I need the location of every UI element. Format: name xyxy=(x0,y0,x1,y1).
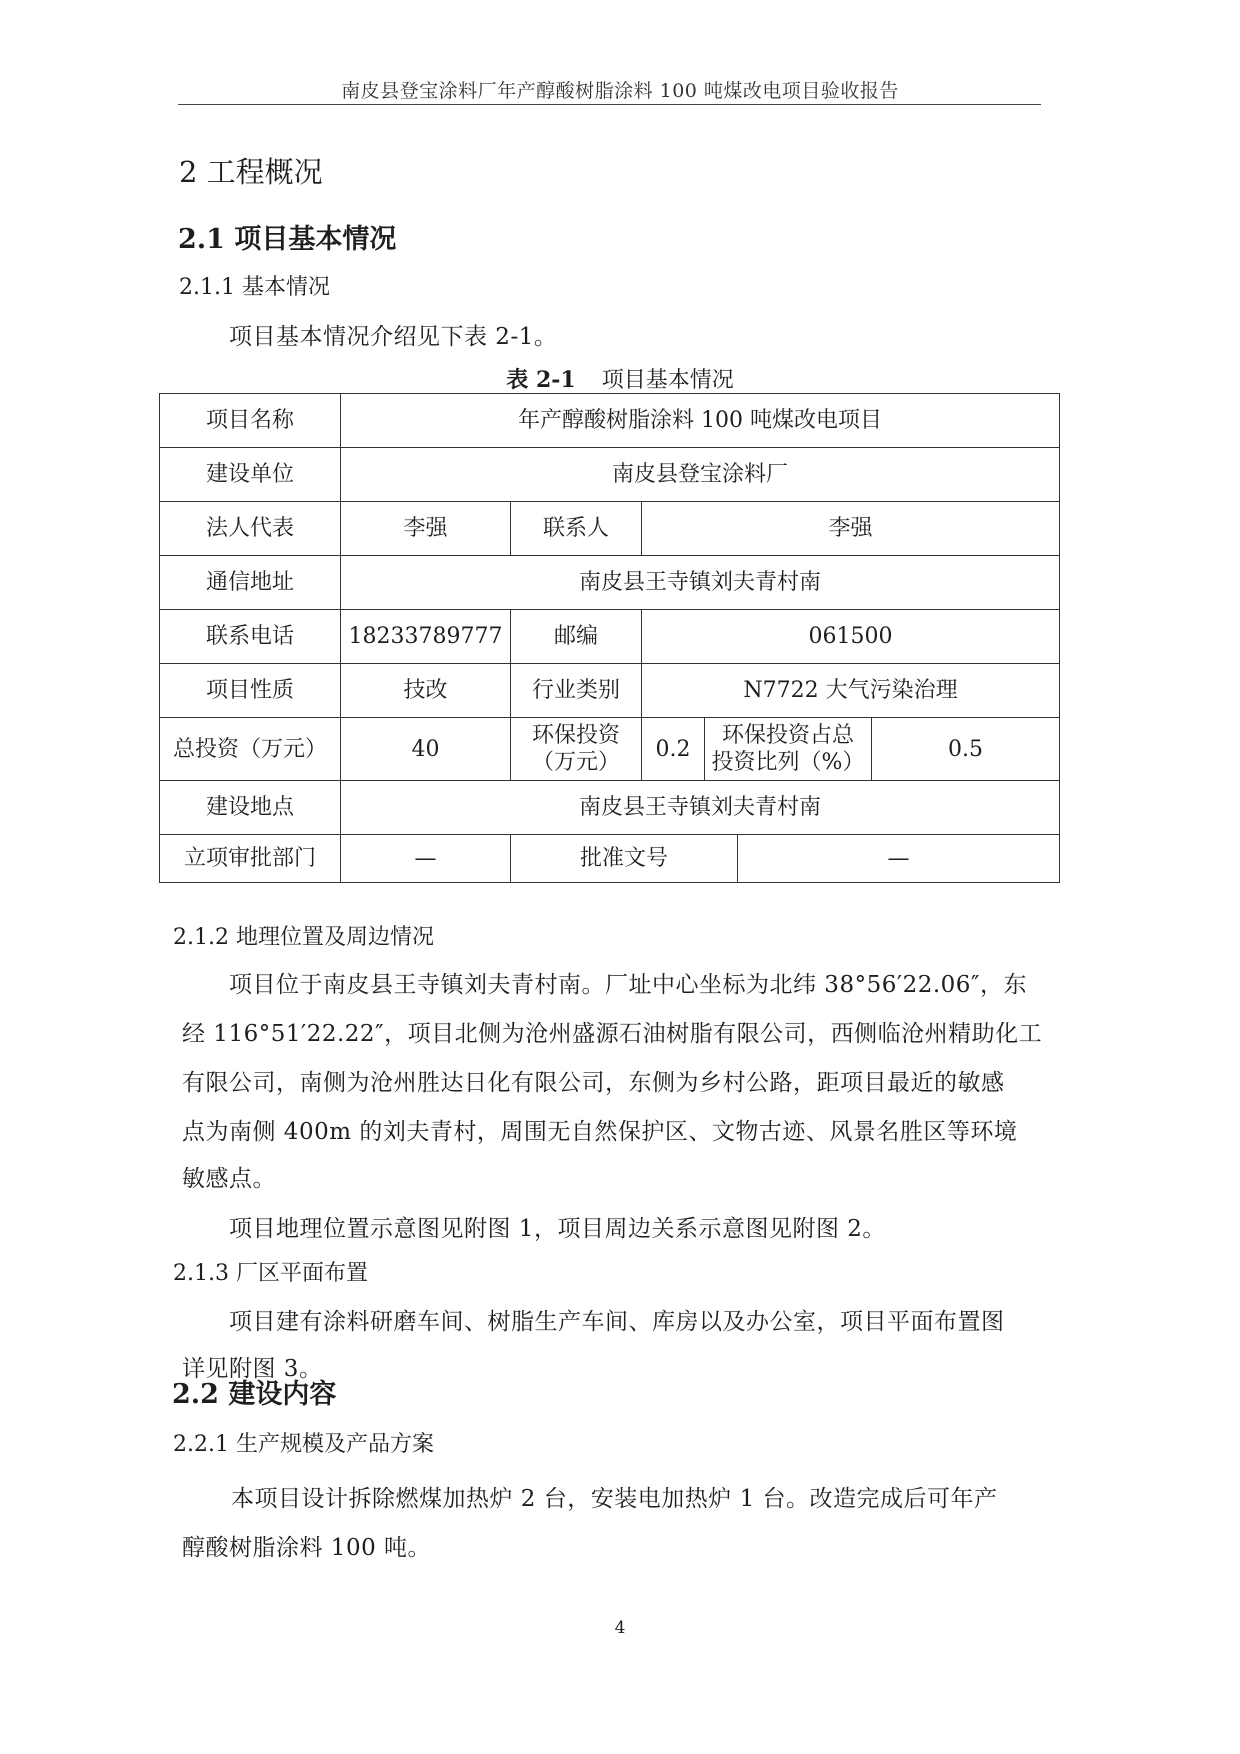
intro-paragraph: 项目基本情况介绍见下表 2-1。 xyxy=(229,324,558,350)
page-number: 4 xyxy=(614,1618,626,1638)
table-cell-label: 总投资（万元） xyxy=(160,718,341,781)
table-cell-label: 法人代表 xyxy=(160,502,341,556)
table-cell-value: 年产醇酸树脂涂料 100 吨煤改电项目 xyxy=(341,394,1060,448)
env-invest-label-line2: （万元） xyxy=(531,750,620,775)
table-cell-value: 技改 xyxy=(341,664,511,718)
table-cell-value: 0.2 xyxy=(642,718,705,781)
table-cell-label: 邮编 xyxy=(511,610,642,664)
table-cell-value: 南皮县王寺镇刘夫青村南 xyxy=(341,781,1060,835)
subsection-heading-2-1-1: 2.1.1 基本情况 xyxy=(179,275,330,300)
table-row xyxy=(160,448,1060,502)
env-invest-label-line1: 环保投资 xyxy=(531,723,620,748)
table-row xyxy=(160,781,1060,835)
table-cell-value: 南皮县登宝涂料厂 xyxy=(341,448,1060,502)
table-cell-label: 批准文号 xyxy=(511,835,738,883)
subsection-heading-2-2-1: 2.2.1 生产规模及产品方案 xyxy=(173,1432,434,1457)
table-cell-value: 061500 xyxy=(642,610,1060,664)
paragraph-line: 敏感点。 xyxy=(182,1166,276,1192)
table-cell-label: 项目名称 xyxy=(160,394,341,448)
table-row xyxy=(160,502,1060,556)
table-row xyxy=(160,556,1060,610)
table-cell-label: 行业类别 xyxy=(511,664,642,718)
table-cell-label: 建设地点 xyxy=(160,781,341,835)
chapter-heading: 2 工程概况 xyxy=(179,155,323,189)
table-cell-value: 18233789777 xyxy=(341,610,511,664)
paragraph-line: 详见附图 3。 xyxy=(182,1356,323,1382)
section-heading-2-2: 2.2 建设内容 xyxy=(172,1379,337,1410)
table-row xyxy=(160,835,1060,883)
paragraph-line: 经 116°51′22.22″，项目北侧为沧州盛源石油树脂有限公司，西侧临沧州精助化工 xyxy=(182,1021,1043,1047)
table-row xyxy=(160,394,1060,448)
table-cell-label: 立项审批部门 xyxy=(160,835,341,883)
table-caption xyxy=(0,363,1240,394)
basic-info-table xyxy=(159,393,1060,883)
table-cell-value: 0.5 xyxy=(872,718,1060,781)
env-ratio-label-line1: 环保投资占总 xyxy=(721,723,854,748)
table-row xyxy=(160,610,1060,664)
table-row xyxy=(160,664,1060,718)
table-cell-value: 李强 xyxy=(642,502,1060,556)
table-cell-value: 40 xyxy=(341,718,511,781)
table-cell-value: 南皮县王寺镇刘夫青村南 xyxy=(341,556,1060,610)
table-cell-value: — xyxy=(341,835,511,883)
paragraph-line: 醇酸树脂涂料 100 吨。 xyxy=(182,1535,432,1561)
paragraph-line: 有限公司，南侧为沧州胜达日化有限公司，东侧为乡村公路，距项目最近的敏感 xyxy=(182,1070,1005,1096)
table-cell-label: 联系电话 xyxy=(160,610,341,664)
table-caption-title: 项目基本情况 xyxy=(601,368,734,393)
paragraph-line: 项目建有涂料研磨车间、树脂生产车间、库房以及办公室，项目平面布置图 xyxy=(229,1309,1005,1335)
subsection-heading-2-1-2: 2.1.2 地理位置及周边情况 xyxy=(173,925,434,950)
table-cell-value: 李强 xyxy=(341,502,511,556)
running-header: 南皮县登宝涂料厂年产醇酸树脂涂料 100 吨煤改电项目验收报告 xyxy=(341,80,899,102)
table-cell-value: N7722 大气污染治理 xyxy=(642,664,1060,718)
table-cell-value: — xyxy=(738,835,1060,883)
paragraph-line: 本项目设计拆除燃煤加热炉 2 台，安装电加热炉 1 台。改造完成后可年产 xyxy=(231,1486,998,1512)
section-heading-2-1: 2.1 项目基本情况 xyxy=(178,224,397,255)
paragraph-line: 项目地理位置示意图见附图 1，项目周边关系示意图见附图 2。 xyxy=(229,1216,886,1242)
table-row xyxy=(160,718,1060,781)
table-cell-label: 建设单位 xyxy=(160,448,341,502)
subsection-heading-2-1-3: 2.1.3 厂区平面布置 xyxy=(173,1261,368,1286)
header-rule xyxy=(178,104,1041,105)
paragraph-line: 项目位于南皮县王寺镇刘夫青村南。厂址中心坐标为北纬 38°56′22.06″，东 xyxy=(229,972,1028,998)
table-cell-label: 项目性质 xyxy=(160,664,341,718)
table-cell-label xyxy=(705,718,872,781)
table-cell-label: 联系人 xyxy=(511,502,642,556)
table-caption-number: 表 2-1 xyxy=(506,367,576,393)
table-cell-label: 通信地址 xyxy=(160,556,341,610)
env-ratio-label-line2: 投资比列（%） xyxy=(711,750,865,775)
table-cell-label xyxy=(511,718,642,781)
paragraph-line: 点为南侧 400m 的刘夫青村，周围无自然保护区、文物古迹、风景名胜区等环境 xyxy=(182,1119,1018,1145)
